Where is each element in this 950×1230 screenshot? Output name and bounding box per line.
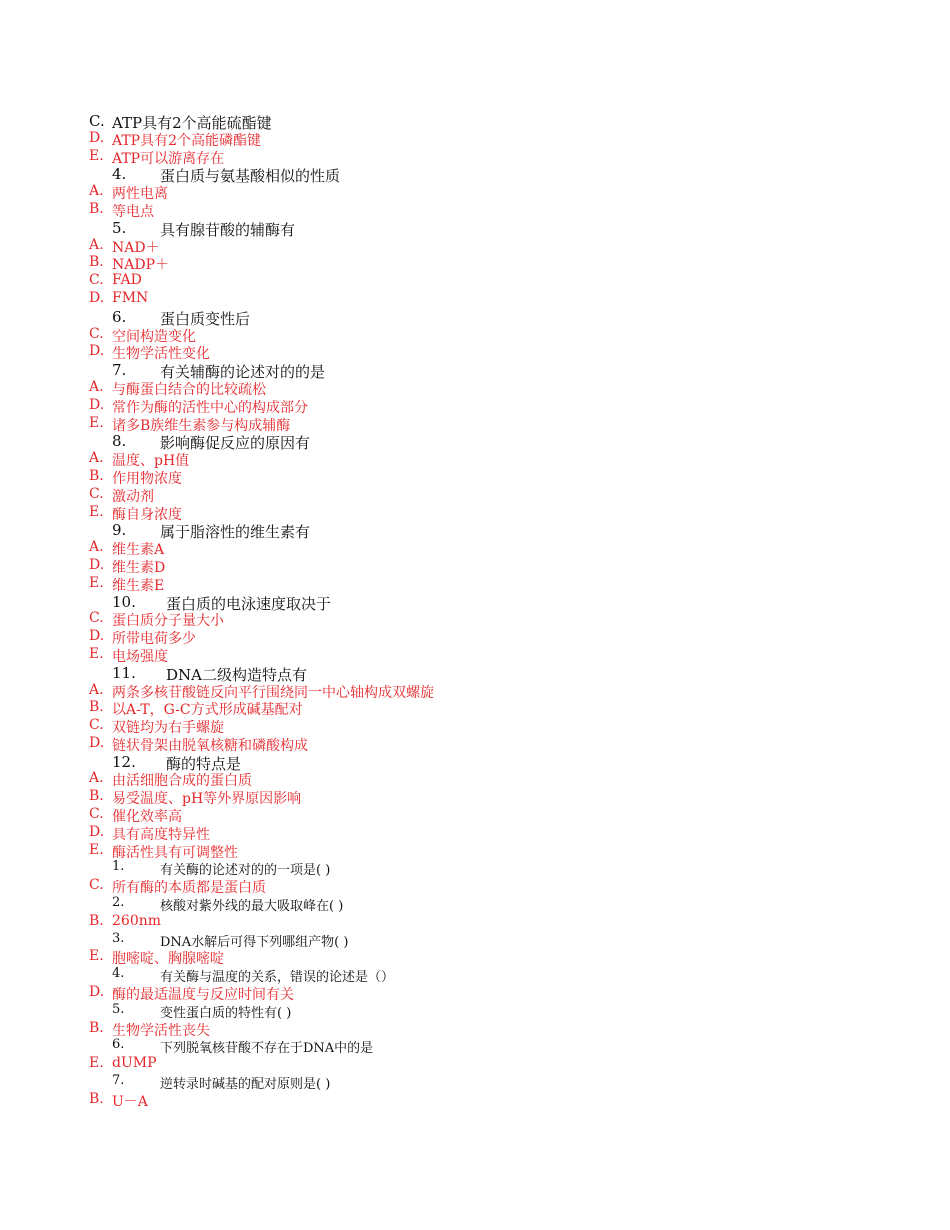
question-number: 12. bbox=[112, 752, 136, 771]
option-text: FAD bbox=[112, 272, 142, 289]
answer-option bbox=[0, 326, 950, 344]
option-letter: D. bbox=[89, 289, 105, 306]
option-text: 诸多B族维生素参与构成辅酶 bbox=[112, 417, 291, 434]
option-text: 电场强度 bbox=[112, 648, 168, 665]
option-letter: D. bbox=[89, 556, 105, 573]
answer-option bbox=[0, 415, 950, 433]
option-letter: B. bbox=[89, 1090, 104, 1107]
answer-option bbox=[0, 290, 950, 308]
option-text: 酶的最适温度与反应时间有关 bbox=[112, 987, 294, 1004]
answer-option bbox=[0, 112, 950, 130]
answer-option bbox=[0, 343, 950, 361]
option-letter: B. bbox=[89, 254, 104, 271]
document-page bbox=[0, 112, 950, 1109]
question-line bbox=[0, 1073, 950, 1091]
option-text: 温度、pH值 bbox=[112, 453, 190, 470]
option-text: 生物学活性丧失 bbox=[112, 1022, 210, 1039]
answer-option bbox=[0, 148, 950, 166]
option-text: 维生素E bbox=[112, 577, 165, 594]
question-line bbox=[0, 1037, 950, 1055]
question-line bbox=[0, 593, 950, 611]
option-text: 与酶蛋白结合的比较疏松 bbox=[112, 381, 266, 398]
question-text: 酶的特点是 bbox=[166, 754, 242, 773]
answer-option bbox=[0, 984, 950, 1002]
option-letter: B. bbox=[89, 699, 104, 716]
option-letter: E. bbox=[89, 414, 104, 431]
answer-option bbox=[0, 254, 950, 272]
option-text: ATP具有2个高能磷酯键 bbox=[112, 132, 262, 149]
question-line bbox=[0, 859, 950, 877]
answer-option bbox=[0, 735, 950, 753]
question-text: 蛋白质的电泳速度取决于 bbox=[166, 594, 332, 613]
option-letter: B. bbox=[89, 1019, 104, 1036]
option-text: 空间构造变化 bbox=[112, 328, 196, 345]
question-line bbox=[0, 308, 950, 326]
answer-option bbox=[0, 646, 950, 664]
option-letter: C. bbox=[89, 272, 104, 289]
option-letter: C. bbox=[89, 877, 104, 894]
question-number: 8. bbox=[112, 432, 127, 451]
question-number: 4. bbox=[112, 966, 125, 982]
question-text: 有关酶与温度的关系，错误的论述是（） bbox=[160, 970, 395, 986]
question-number: 4. bbox=[112, 165, 127, 184]
question-number: 7. bbox=[112, 1073, 125, 1089]
question-number: 9. bbox=[112, 521, 127, 540]
option-text: U－A bbox=[112, 1093, 148, 1110]
option-letter: D. bbox=[89, 628, 105, 645]
option-letter: E. bbox=[89, 948, 104, 965]
question-text: 影响酶促反应的原因有 bbox=[160, 434, 311, 453]
question-line bbox=[0, 931, 950, 949]
option-letter: D. bbox=[89, 396, 105, 413]
question-number: 5. bbox=[112, 1001, 125, 1017]
question-text: 蛋白质变性后 bbox=[160, 309, 251, 328]
question-number: 6. bbox=[112, 307, 127, 326]
option-text: ATP可以游离存在 bbox=[112, 150, 225, 167]
option-text: 两条多核苷酸链反向平行围绕同一中心轴构成双螺旋 bbox=[112, 684, 434, 701]
option-text: NAD＋ bbox=[112, 239, 160, 256]
answer-option bbox=[0, 1020, 950, 1038]
answer-option bbox=[0, 948, 950, 966]
option-text: 胞嘧啶、胸腺嘧啶 bbox=[112, 951, 224, 968]
question-number: 6. bbox=[112, 1037, 125, 1053]
option-letter: E. bbox=[89, 503, 104, 520]
answer-option bbox=[0, 824, 950, 842]
answer-option bbox=[0, 682, 950, 700]
option-text: 所带电荷多少 bbox=[112, 631, 196, 648]
option-letter: B. bbox=[89, 200, 104, 217]
answer-option bbox=[0, 504, 950, 522]
option-letter: D. bbox=[89, 984, 105, 1001]
option-letter: A. bbox=[89, 539, 104, 556]
answer-option bbox=[0, 539, 950, 557]
answer-option bbox=[0, 486, 950, 504]
option-letter: C. bbox=[89, 325, 104, 342]
answer-option bbox=[0, 1091, 950, 1109]
option-letter: B. bbox=[89, 788, 104, 805]
option-text: FMN bbox=[112, 289, 149, 306]
answer-option bbox=[0, 183, 950, 201]
option-letter: B. bbox=[89, 912, 104, 929]
option-letter: E. bbox=[89, 841, 104, 858]
question-line bbox=[0, 165, 950, 186]
option-text: 酶活性具有可调整性 bbox=[112, 844, 238, 861]
option-text: 链状骨架由脱氧核糖和磷酸构成 bbox=[112, 737, 308, 754]
answer-option bbox=[0, 557, 950, 575]
answer-option bbox=[0, 788, 950, 806]
answer-option bbox=[0, 1055, 950, 1073]
option-letter: C. bbox=[89, 485, 104, 502]
question-text: 蛋白质与氨基酸相似的性质 bbox=[160, 167, 341, 186]
question-line bbox=[0, 432, 950, 453]
question-text: 核酸对紫外线的最大吸取峰在( ) bbox=[160, 899, 344, 915]
option-letter: C. bbox=[89, 112, 105, 130]
question-number: 5. bbox=[112, 218, 127, 237]
option-letter: E. bbox=[89, 574, 104, 591]
question-text: 具有腺苷酸的辅酶有 bbox=[160, 220, 296, 239]
answer-option bbox=[0, 842, 950, 860]
option-text: 以A-T，G-C方式形成碱基配对 bbox=[112, 702, 303, 719]
option-text: 蛋白质分子量大小 bbox=[112, 613, 224, 630]
answer-option bbox=[0, 610, 950, 628]
question-text: DNA水解后可得下列哪组产物( ) bbox=[160, 934, 349, 950]
question-number: 1. bbox=[112, 859, 125, 875]
question-line bbox=[0, 753, 950, 771]
answer-option bbox=[0, 201, 950, 219]
option-letter: D. bbox=[89, 129, 105, 146]
answer-option bbox=[0, 272, 950, 290]
option-letter: D. bbox=[89, 823, 105, 840]
question-line bbox=[0, 219, 950, 237]
option-letter: B. bbox=[89, 467, 104, 484]
option-text: 260nm bbox=[112, 912, 162, 929]
question-text: DNA二级构造特点有 bbox=[166, 665, 307, 684]
question-text: 下列脱氧核苷酸不存在于DNA中的是 bbox=[160, 1041, 374, 1057]
answer-option bbox=[0, 628, 950, 646]
answer-option bbox=[0, 806, 950, 824]
option-letter: E. bbox=[89, 645, 104, 662]
answer-option bbox=[0, 468, 950, 486]
option-text: 常作为酶的活性中心的构成部分 bbox=[112, 399, 308, 416]
answer-option bbox=[0, 450, 950, 468]
answer-option bbox=[0, 575, 950, 593]
option-letter: A. bbox=[89, 378, 104, 395]
option-text: 催化效率高 bbox=[112, 809, 182, 826]
option-text: 等电点 bbox=[112, 203, 154, 220]
option-text: 生物学活性变化 bbox=[112, 346, 210, 363]
option-letter: E. bbox=[89, 1055, 104, 1072]
option-text: 所有酶的本质都是蛋白质 bbox=[112, 880, 266, 897]
answer-option bbox=[0, 397, 950, 415]
option-text: 两性电离 bbox=[112, 186, 168, 203]
option-letter: A. bbox=[89, 770, 104, 787]
option-text: 具有高度特异性 bbox=[112, 826, 210, 843]
question-number: 10. bbox=[112, 592, 136, 611]
option-text: 易受温度、pH等外界原因影响 bbox=[112, 791, 302, 808]
question-line bbox=[0, 1002, 950, 1020]
question-line bbox=[0, 664, 950, 682]
question-number: 11. bbox=[112, 663, 136, 682]
option-letter: C. bbox=[89, 610, 104, 627]
option-letter: D. bbox=[89, 343, 105, 360]
question-line bbox=[0, 521, 950, 542]
question-text: 有关辅酶的论述对的的是 bbox=[160, 363, 326, 382]
option-letter: A. bbox=[89, 236, 104, 253]
question-line bbox=[0, 361, 950, 382]
answer-option bbox=[0, 699, 950, 717]
option-letter: A. bbox=[89, 183, 104, 200]
option-text: ATP具有2个高能硫酯键 bbox=[112, 114, 272, 132]
option-text: dUMP bbox=[112, 1055, 157, 1072]
answer-option bbox=[0, 130, 950, 148]
question-number: 2. bbox=[112, 895, 125, 911]
answer-option bbox=[0, 237, 950, 255]
option-text: 维生素A bbox=[112, 542, 165, 559]
option-text: 酶自身浓度 bbox=[112, 506, 182, 523]
option-text: 双链均为右手螺旋 bbox=[112, 720, 224, 737]
option-text: 激动剂 bbox=[112, 488, 154, 505]
answer-option bbox=[0, 877, 950, 895]
answer-option bbox=[0, 717, 950, 735]
option-text: 维生素D bbox=[112, 559, 166, 576]
question-number: 7. bbox=[112, 361, 127, 380]
option-letter: A. bbox=[89, 450, 104, 467]
option-text: 作用物浓度 bbox=[112, 470, 182, 487]
option-letter: C. bbox=[89, 717, 104, 734]
option-text: NADP＋ bbox=[112, 257, 170, 274]
question-line bbox=[0, 966, 950, 984]
question-line bbox=[0, 895, 950, 913]
answer-option bbox=[0, 379, 950, 397]
answer-option bbox=[0, 913, 950, 931]
answer-option bbox=[0, 770, 950, 788]
option-letter: C. bbox=[89, 806, 104, 823]
option-text: 由活细胞合成的蛋白质 bbox=[112, 773, 252, 790]
question-text: 逆转录时碱基的配对原则是( ) bbox=[160, 1077, 331, 1093]
question-text: 属于脂溶性的维生素有 bbox=[160, 523, 311, 542]
option-letter: E. bbox=[89, 147, 104, 164]
option-letter: A. bbox=[89, 681, 104, 698]
question-text: 变性蛋白质的特性有( ) bbox=[160, 1005, 292, 1021]
question-text: 有关酶的论述对的的一项是( ) bbox=[160, 863, 331, 879]
option-letter: D. bbox=[89, 734, 105, 751]
question-number: 3. bbox=[112, 930, 125, 946]
